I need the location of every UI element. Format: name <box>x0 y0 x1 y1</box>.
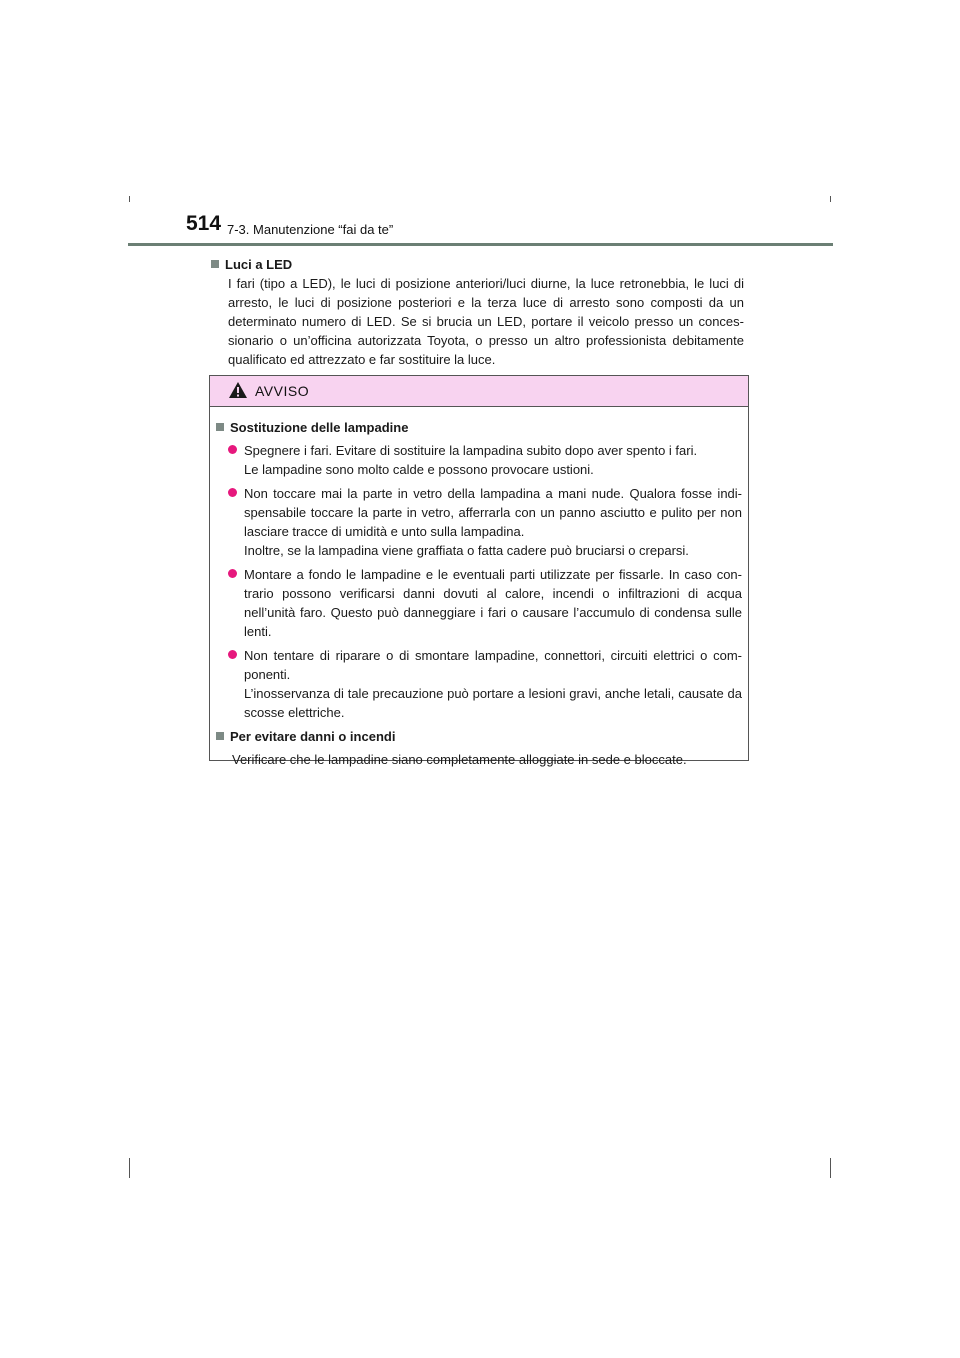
warning-bullet <box>228 565 742 641</box>
bullet-text: Non tentare di riparare o di smontare lampadine, connettori, circuiti elettrici o com-ponenti. <box>244 648 742 682</box>
bullet-text-continued: Le lampadine sono molto calde e possono provocare ustioni. <box>244 462 594 477</box>
warning-bullet <box>228 484 742 560</box>
intro-paragraph: I fari (tipo a LED), le luci di posizione anteriori/luci diurne, la luce retronebbia, le luci di arresto, le luci di posizione posteriori e la terza luce di arresto sono composti da un determinato numero di LED. Se si brucia un LED, portare il veicolo presso un conces-sionario o un’officina autorizzata Toyota, o presso un altro professionista debitamente qualificato ed attrezzato e far sostituire la luce. <box>228 276 744 367</box>
warning-bullet <box>228 441 742 479</box>
bullet-text: Spegnere i fari. Evitare di sostituire la lampadina subito dopo aver spento i fari. <box>244 443 698 458</box>
crop-mark-top-right <box>830 196 831 202</box>
round-bullet-icon <box>228 488 237 497</box>
section-title: 7-3. Manutenzione “fai da te” <box>227 222 394 237</box>
warning-subheading <box>216 418 742 437</box>
warning-body <box>210 407 748 769</box>
bullet-text-continued: L’inosservanza di tale precauzione può portare a lesioni gravi, anche letali, causate da scosse elettriche. <box>244 686 742 720</box>
crop-mark-top-left <box>129 196 130 202</box>
square-bullet-icon <box>211 260 219 268</box>
warning-triangle-icon <box>228 381 248 399</box>
round-bullet-icon <box>228 445 237 454</box>
bullet-text-continued: Inoltre, se la lampadina viene graffiata o fatta cadere può bruciarsi o creparsi. <box>244 543 689 558</box>
warning-subheading <box>216 727 742 746</box>
warning-subheading-text: Per evitare danni o incendi <box>230 729 396 744</box>
header-rule <box>128 243 833 246</box>
intro-heading-row <box>211 255 744 274</box>
crop-mark-bottom-right <box>830 1158 831 1178</box>
warning-bullet <box>228 646 742 722</box>
intro-heading: Luci a LED <box>225 257 293 272</box>
bullet-text: Non toccare mai la parte in vetro della lampadina a mani nude. Qualora fosse indi-spensabile toccare la parte in vetro, afferrarla con un panno asciutto e pulito per non lasciare tracce di umidità e unto sulla lampadina. <box>244 486 742 539</box>
crop-mark-bottom-left <box>129 1158 130 1178</box>
page-number: 514 <box>186 212 222 235</box>
warning-box <box>209 375 749 767</box>
warning-header <box>210 376 748 407</box>
warning-paragraph: Verificare che le lampadine siano completamente alloggiate in sede e bloccate. <box>232 752 687 767</box>
intro-section <box>211 255 744 369</box>
square-bullet-icon <box>216 423 224 431</box>
warning-subheading-text: Sostituzione delle lampadine <box>230 420 409 435</box>
bullet-text: Montare a fondo le lampadine e le eventuali parti utilizzate per fissarle. In caso con-trario possono verificarsi danni dovuti al calore, incendi o infiltrazioni di acqua nell’unità faro. Questo può danneggiare i fari o causare l’accumulo di condensa sulle lenti. <box>244 567 742 639</box>
round-bullet-icon <box>228 569 237 578</box>
warning-title: AVVISO <box>255 383 310 399</box>
square-bullet-icon <box>216 732 224 740</box>
round-bullet-icon <box>228 650 237 659</box>
